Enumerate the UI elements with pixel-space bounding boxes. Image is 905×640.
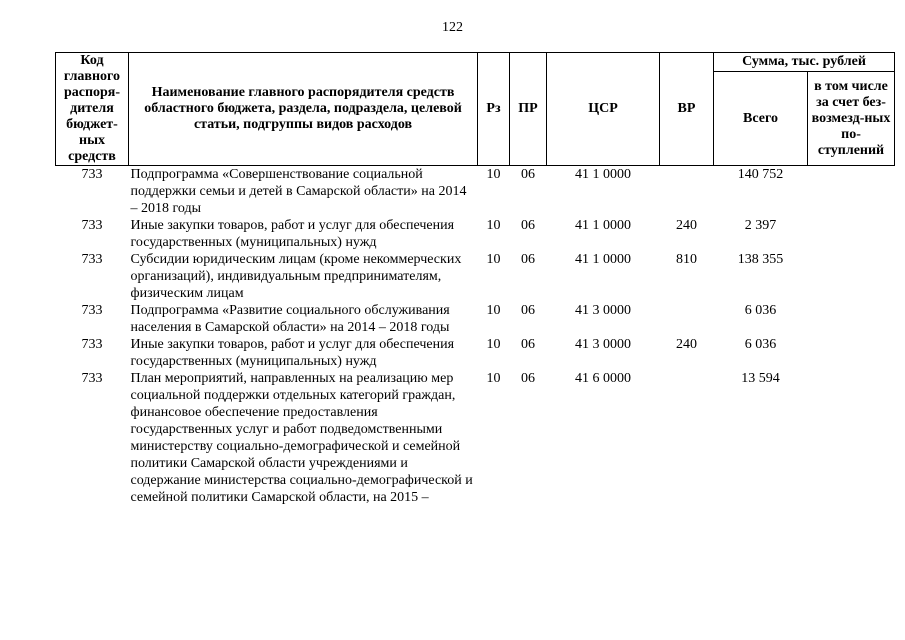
header-csr: ЦСР [547,53,660,166]
cell-pr: 06 [521,218,535,233]
cell-total: 2 397 [744,218,777,233]
cell-pr: 06 [521,371,535,386]
cell-rz: 10 [486,218,501,233]
cell-incl [808,166,895,218]
table-row [56,217,895,251]
header-vr: ВР [660,53,714,166]
cell-pr: 06 [521,252,535,267]
cell-csr: 41 1 0000 [575,218,631,233]
cell-name: Подпрограмма «Развитие социального обслуживания населения в Самарской области» на 2014 – 2018 годы [130,303,450,335]
cell-total: 138 355 [737,252,784,267]
cell-rz: 10 [486,371,501,386]
cell-incl [808,251,895,302]
table-row [56,302,895,336]
header-pr: ПР [510,53,547,166]
page-number: 122 [442,20,463,35]
header-total: Всего [714,72,808,166]
cell-vr: 810 [676,252,697,267]
cell-code: 733 [81,303,103,318]
cell-rz: 10 [486,252,501,267]
cell-name: Субсидии юридическим лицам (кроме некоммерческих организаций), индивидуальным предпринимателям, физическим лицам [130,252,462,301]
cell-vr [660,166,714,218]
cell-pr: 06 [521,167,535,182]
table-header [56,53,895,166]
cell-incl [808,217,895,251]
cell-csr: 41 6 0000 [575,371,631,386]
cell-vr: 240 [676,337,697,352]
cell-name: План мероприятий, направленных на реализацию мер социальной поддержки отдельных категорий граждан, финансовое обеспечение предоставления государственных услуг и работ подведомственными министерству социально-демографической и семейной политики Самарской области учреждениями и содержание министерства социально-демографической и семейной политики Самарской области, на 2015 – [130,371,473,505]
cell-vr: 240 [676,218,697,233]
header-rz: Рз [478,53,510,166]
cell-csr: 41 3 0000 [575,303,631,318]
cell-name: Иные закупки товаров, работ и услуг для обеспечения государственных (муниципальных) нужд [130,337,455,369]
cell-incl [808,302,895,336]
cell-incl [808,370,895,506]
cell-csr: 41 1 0000 [575,252,631,267]
table-body [56,166,895,507]
cell-total: 13 594 [741,371,780,386]
cell-code: 733 [81,337,103,352]
header-name: Наименование главного распорядителя средств областного бюджета, раздела, подраздела, целевой статьи, подгруппы видов расходов [129,53,478,166]
cell-vr [660,370,714,506]
cell-name: Подпрограмма «Совершенствование социальной поддержки семьи и детей в Самарской области» на 2014 – 2018 годы [130,167,467,216]
cell-rz: 10 [486,167,501,182]
cell-vr [660,302,714,336]
cell-code: 733 [81,371,103,386]
cell-total: 6 036 [744,303,777,318]
budget-table [55,52,895,506]
cell-code: 733 [81,218,103,233]
cell-code: 733 [81,167,103,182]
cell-code: 733 [81,252,103,267]
table-row [56,336,895,370]
table-row [56,166,895,218]
header-code: Код главного распоря-дителя бюджет-ных средств [56,53,129,166]
cell-rz: 10 [486,337,501,352]
cell-incl [808,336,895,370]
cell-csr: 41 1 0000 [575,167,631,182]
cell-total: 140 752 [737,167,784,182]
header-sum: Сумма, тыс. рублей [714,53,895,72]
header-incl: в том числе за счет без-возмезд-ных по-ступлений [808,72,895,166]
cell-csr: 41 3 0000 [575,337,631,352]
cell-name: Иные закупки товаров, работ и услуг для обеспечения государственных (муниципальных) нужд [130,218,455,250]
table-row [56,370,895,506]
cell-pr: 06 [521,303,535,318]
table-row [56,251,895,302]
cell-rz: 10 [486,303,501,318]
cell-total: 6 036 [744,337,777,352]
cell-pr: 06 [521,337,535,352]
